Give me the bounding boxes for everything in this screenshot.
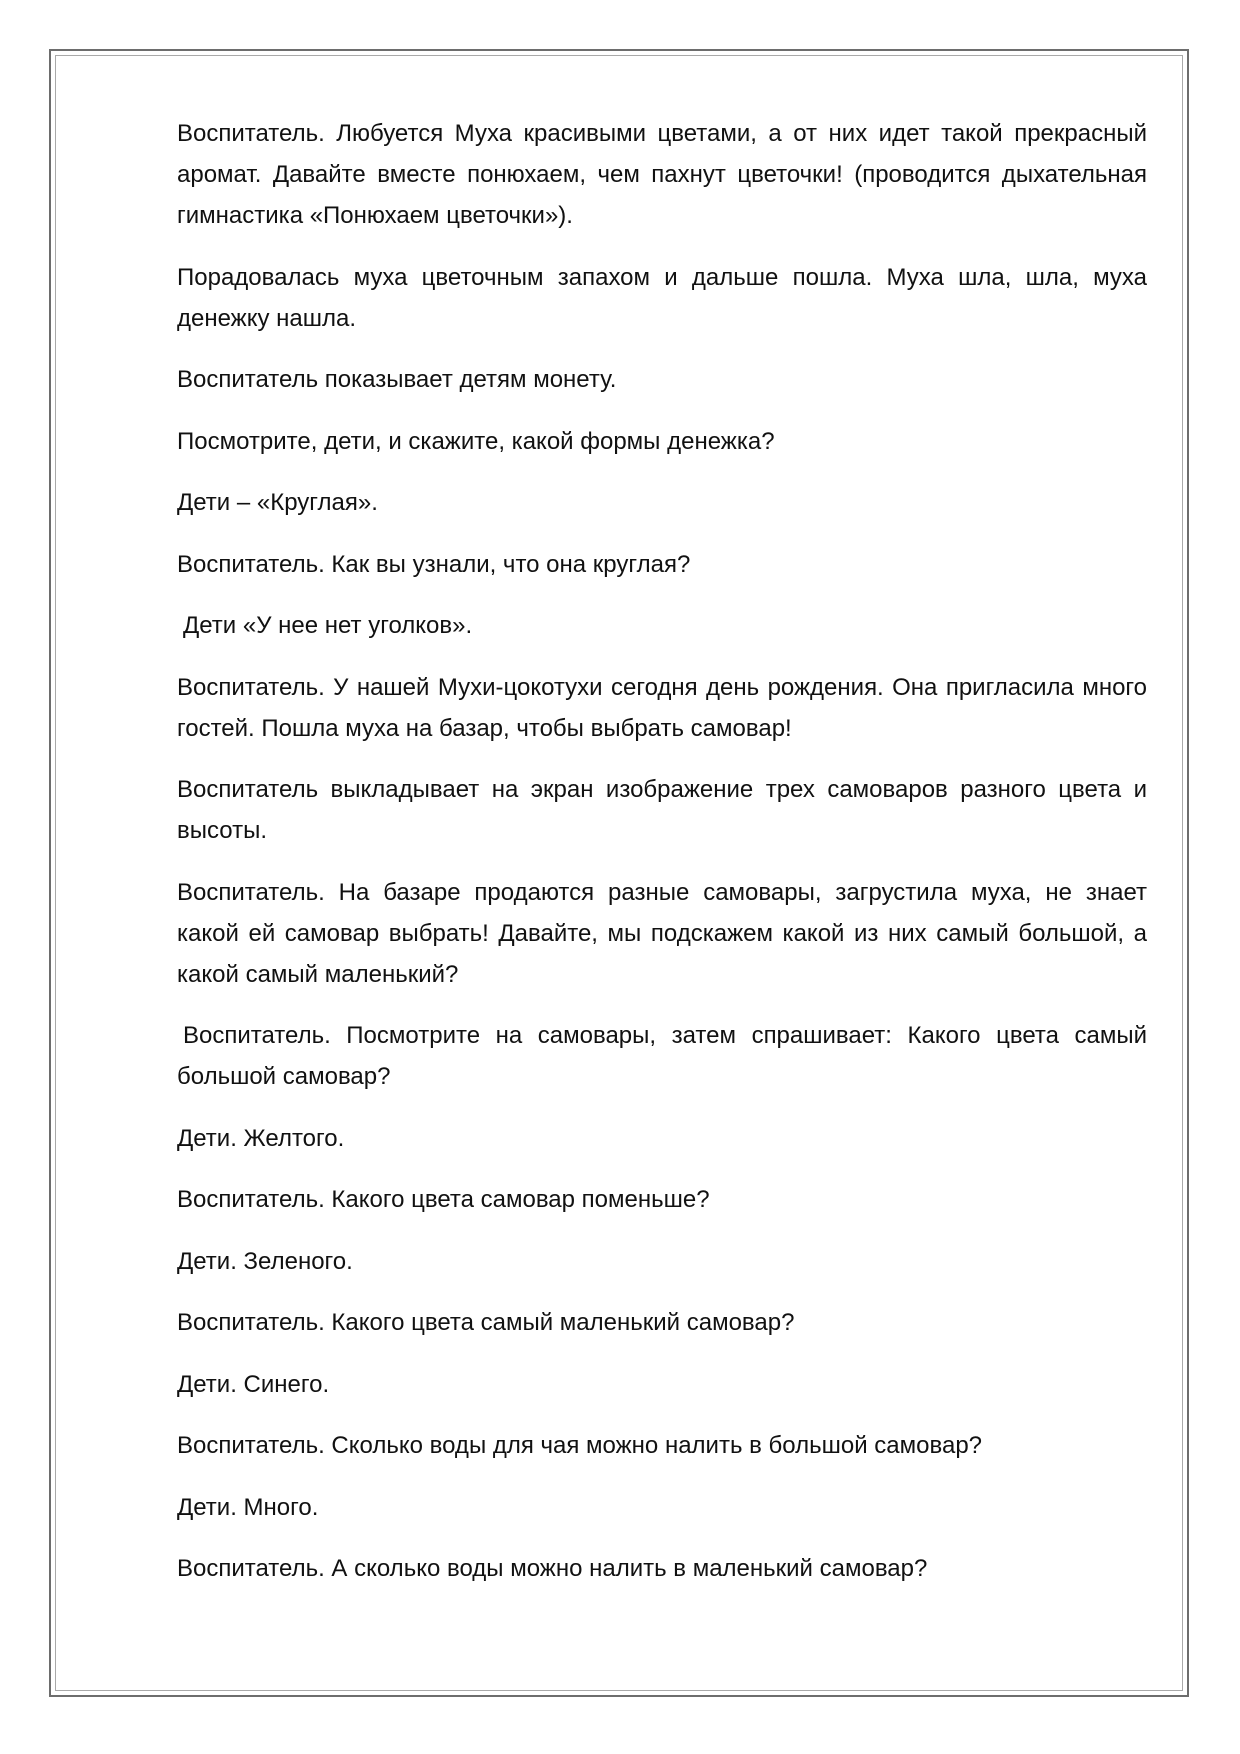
- paragraph: Воспитатель. Какого цвета самый маленький самовар?: [177, 1309, 795, 1336]
- paragraph: Воспитатель показывает детям монету.: [177, 366, 617, 393]
- paragraph: Воспитатель. Посмотрите на самовары, затем спрашивает: Какого цвета самый большой самовар?: [177, 1022, 1147, 1090]
- paragraph: Дети – «Круглая».: [177, 489, 378, 516]
- paragraph: Воспитатель. На базаре продаются разные самовары, загрустила муха, не знает какой ей самовар выбрать! Давайте, мы подскажем какой из них самый большой, а какой самый маленький?: [177, 878, 1147, 988]
- paragraph: Посмотрите, дети, и скажите, какой формы денежка?: [177, 427, 775, 455]
- paragraph: Дети. Много.: [177, 1493, 319, 1521]
- paragraph: Воспитатель. А сколько воды можно налить в маленький самовар?: [177, 1555, 928, 1582]
- paragraph: Воспитатель. Любуется Муха красивыми цветами, а от них идет такой прекрасный аромат. Давайте вместе понюхаем, чем пахнут цветочки! (проводится дыхательная гимнастика «Понюхаем цветочки»).: [177, 120, 1147, 229]
- paragraph: Воспитатель. У нашей Мухи-цокотухи сегодня день рождения. Она пригласила много гостей. Пошла муха на базар, чтобы выбрать самовар!: [177, 673, 1147, 742]
- document-body: [177, 113, 1147, 1610]
- paragraph: Дети. Синего.: [177, 1370, 330, 1398]
- paragraph: Дети «У нее нет уголков».: [183, 612, 473, 639]
- paragraph: Воспитатель выкладывает на экран изображение трех самоваров разного цвета и высоты.: [177, 776, 1147, 844]
- paragraph: Дети. Желтого.: [177, 1124, 345, 1152]
- paragraph: Порадовалась муха цветочным запахом и дальше пошла. Муха шла, шла, муха денежку нашла.: [177, 263, 1147, 332]
- paragraph: Воспитатель. Как вы узнали, что она круглая?: [177, 550, 691, 578]
- paragraph: Дети. Зеленого.: [177, 1247, 353, 1275]
- paragraph: Воспитатель. Сколько воды для чая можно налить в большой самовар?: [177, 1432, 983, 1459]
- paragraph: Воспитатель. Какого цвета самовар поменьше?: [177, 1186, 710, 1213]
